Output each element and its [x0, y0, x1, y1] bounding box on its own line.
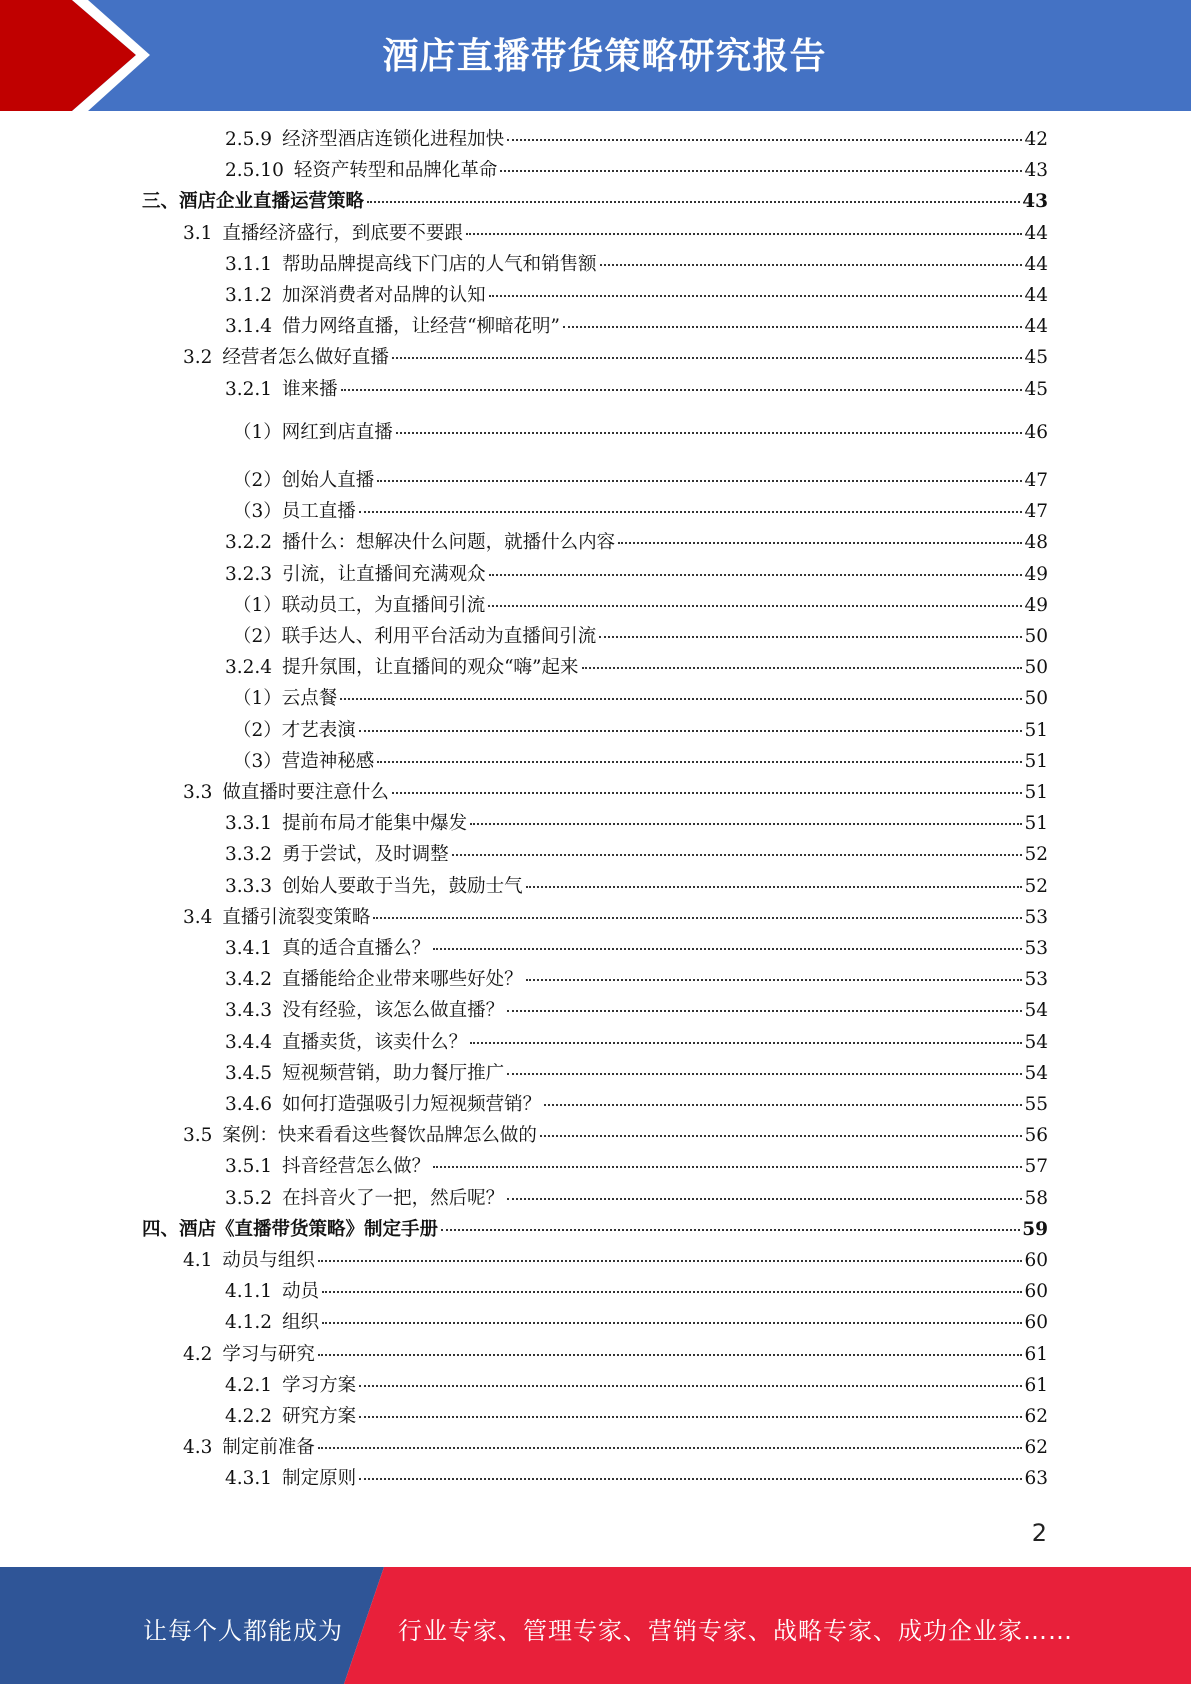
report-title: 酒店直播带货策略研究报告	[382, 36, 827, 77]
toc-dot-leader	[359, 1416, 1022, 1418]
toc-entry-page: 45	[1024, 347, 1048, 369]
toc-entry-number: 3.1	[183, 222, 213, 244]
footer-slogan-right: 行业专家、管理专家、营销专家、战略专家、成功企业家……	[398, 1617, 1073, 1645]
toc-entry-title: 做直播时要注意什么	[222, 782, 389, 803]
toc-entry[interactable]	[233, 418, 1048, 449]
toc-entry[interactable]	[225, 934, 1048, 965]
toc-entry-number: 4.1	[183, 1250, 213, 1271]
toc-dot-leader	[507, 1073, 1022, 1075]
toc-dot-leader	[599, 636, 1022, 638]
toc-entry-page: 44	[1024, 222, 1048, 244]
toc-dot-leader	[322, 1322, 1022, 1324]
toc-entry[interactable]	[225, 1308, 1048, 1339]
toc-dot-leader	[507, 139, 1022, 141]
toc-dot-leader	[540, 1135, 1023, 1137]
toc-dot-leader	[507, 1198, 1022, 1200]
toc-entry-page: 59	[1022, 1218, 1048, 1240]
toc-entry[interactable]	[225, 312, 1048, 343]
toc-dot-leader	[340, 698, 1022, 700]
toc-entry-page: 42	[1024, 129, 1048, 150]
toc-entry[interactable]	[225, 1371, 1048, 1402]
toc-entry-number: 3.2.3	[225, 563, 273, 585]
toc-entry[interactable]	[225, 560, 1048, 591]
toc-entry-number: 2.5.9	[225, 129, 273, 150]
toc-entry[interactable]	[233, 466, 1048, 497]
page-number: 2	[1031, 1519, 1047, 1547]
toc-entry-number: 3.1.4	[225, 316, 273, 338]
toc-entry-page: 54	[1024, 1000, 1048, 1022]
toc-entry-title: 播什么：想解决什么问题，就播什么内容	[282, 532, 616, 554]
toc-entry-page: 44	[1024, 285, 1048, 306]
toc-entry-title: 三、酒店企业直播运营策略	[142, 191, 365, 213]
toc-entry-title: 直播引流裂变策略	[222, 906, 371, 928]
toc-entry-page: 47	[1024, 470, 1048, 491]
toc-dot-leader	[318, 1447, 1023, 1449]
toc-entry-page: 58	[1024, 1187, 1048, 1209]
toc-dot-leader	[618, 542, 1022, 544]
toc-dot-leader	[563, 326, 1022, 328]
toc-entry-number: 3.3.3	[225, 875, 273, 897]
toc-entry-number: 4.2	[183, 1343, 213, 1365]
toc-entry-title: 真的适合直播么？	[282, 938, 431, 959]
toc-entry-title: 勇于尝试，及时调整	[282, 844, 449, 866]
toc-dot-leader	[582, 667, 1023, 669]
toc-entry-page: 61	[1024, 1374, 1048, 1396]
toc-entry-page: 57	[1024, 1156, 1048, 1178]
toc-dot-leader	[466, 233, 1023, 235]
toc-entry-page: 43	[1024, 160, 1048, 182]
toc-dot-leader	[396, 432, 1023, 434]
toc-entry[interactable]	[225, 1464, 1048, 1495]
toc-entry-page: 46	[1024, 421, 1048, 443]
toc-entry-title: 研究方案	[282, 1406, 357, 1427]
toc-entry-number: 4.2.1	[225, 1374, 273, 1396]
toc-entry-page: 62	[1024, 1437, 1048, 1459]
toc-entry[interactable]	[183, 1433, 1048, 1464]
toc-entry-number: 3.3.2	[225, 844, 273, 866]
footer-slogan-left: 让每个人都能成为	[143, 1617, 343, 1645]
toc-entry-page: 44	[1024, 253, 1048, 275]
toc-dot-leader	[377, 761, 1022, 763]
toc-entry-page: 53	[1024, 969, 1048, 991]
toc-entry-title: （1）联动员工，为直播间引流	[233, 594, 486, 616]
toc-entry-page: 50	[1024, 688, 1048, 710]
page-footer	[0, 1567, 1191, 1684]
toc-entry-page: 54	[1024, 1031, 1048, 1053]
toc-entry-page: 52	[1024, 844, 1048, 866]
toc-dot-leader	[359, 511, 1023, 513]
page-header	[0, 0, 1191, 111]
toc-entry[interactable]	[183, 903, 1048, 934]
toc-entry[interactable]	[225, 1152, 1048, 1183]
toc-entry-title: 帮助品牌提高线下门店的人气和销售额	[282, 253, 597, 275]
toc-entry-number: 3.3	[183, 782, 213, 803]
toc-entry-title: （2）创始人直播	[233, 470, 375, 491]
toc-dot-leader	[489, 574, 1023, 576]
toc-entry[interactable]	[225, 281, 1048, 312]
toc-dot-leader	[359, 1385, 1022, 1387]
toc-entry-number: 3.2.4	[225, 657, 273, 679]
toc-entry-page: 45	[1024, 378, 1048, 400]
toc-dot-leader	[392, 792, 1023, 794]
toc-dot-leader	[433, 948, 1022, 950]
toc-entry-title: 经济型酒店连锁化进程加快	[282, 129, 505, 150]
toc-entry-page: 50	[1024, 626, 1048, 647]
toc-dot-leader	[470, 1042, 1022, 1044]
toc-entry-title: 案例：快来看看这些餐饮品牌怎么做的	[222, 1125, 537, 1147]
toc-dot-leader	[489, 295, 1023, 297]
toc-entry-page: 51	[1024, 719, 1048, 741]
toc-entry-page: 51	[1024, 750, 1048, 772]
toc-entry-number: 3.1.2	[225, 285, 273, 306]
toc-entry[interactable]	[225, 840, 1048, 871]
toc-entry-title: 借力网络直播，让经营“柳暗花明”	[282, 316, 560, 338]
toc-entry-number: 3.5	[183, 1125, 213, 1147]
toc-entry[interactable]	[183, 219, 1048, 250]
toc-entry-number: 3.2.1	[225, 378, 273, 400]
toc-entry[interactable]	[225, 996, 1048, 1027]
toc-entry-title: 加深消费者对品牌的认知	[282, 285, 486, 306]
toc-entry-number: 3.4.4	[225, 1031, 273, 1053]
toc-entry[interactable]	[225, 375, 1048, 406]
toc-dot-leader	[322, 1291, 1022, 1293]
toc-dot-leader	[488, 605, 1022, 607]
toc-entry[interactable]	[233, 716, 1048, 747]
toc-entry-number: 4.3.1	[225, 1468, 273, 1490]
toc-entry-title: （3）员工直播	[233, 501, 356, 523]
toc-dot-leader	[359, 730, 1023, 732]
toc-entry[interactable]	[225, 1402, 1048, 1433]
toc-entry[interactable]	[142, 1215, 1048, 1246]
toc-entry-number: 3.2	[183, 347, 213, 369]
toc-entry-title: 学习与研究	[222, 1343, 315, 1365]
toc-entry[interactable]	[183, 1246, 1048, 1277]
toc-entry[interactable]	[233, 684, 1048, 715]
toc-entry-title: 动员与组织	[222, 1250, 315, 1271]
toc-entry-page: 55	[1024, 1094, 1048, 1115]
toc-entry-number: 3.4.5	[225, 1062, 273, 1084]
toc-entry-title: 短视频营销，助力餐厅推广	[282, 1062, 505, 1084]
toc-entry-title: 在抖音火了一把，然后呢？	[282, 1187, 505, 1209]
toc-entry-title: 直播经济盛行，到底要不要跟	[222, 222, 463, 244]
toc-entry-title: 提升氛围，让直播间的观众“嗨”起来	[282, 657, 579, 679]
toc-dot-leader	[441, 1229, 1020, 1231]
toc-entry-title: 直播能给企业带来哪些好处？	[282, 969, 523, 991]
toc-entry[interactable]	[183, 343, 1048, 374]
toc-entry-number: 3.4.2	[225, 969, 273, 991]
toc-entry-number: 3.2.2	[225, 532, 273, 554]
toc-entry-number: 3.4.6	[225, 1094, 273, 1115]
toc-entry[interactable]	[142, 187, 1048, 218]
toc-entry-number: 3.4	[183, 906, 213, 928]
toc-entry[interactable]	[233, 622, 1048, 653]
toc-entry-page: 50	[1024, 657, 1048, 679]
toc-entry-number: 3.4.1	[225, 938, 273, 959]
toc-entry-title: （1）网红到店直播	[233, 421, 393, 443]
toc-entry-number: 4.1.1	[225, 1281, 273, 1303]
toc-dot-leader	[470, 823, 1022, 825]
toc-entry[interactable]	[225, 528, 1048, 559]
toc-entry-page: 60	[1024, 1281, 1048, 1303]
toc-entry-page: 52	[1024, 875, 1048, 897]
toc-entry-title: 组织	[282, 1312, 320, 1334]
toc-entry-title: 如何打造强吸引力短视频营销？	[282, 1094, 542, 1115]
toc-dot-leader	[526, 886, 1023, 888]
toc-dot-leader	[318, 1354, 1023, 1356]
toc-entry-title: 没有经验，该怎么做直播？	[282, 1000, 505, 1022]
toc-entry-title: 经营者怎么做好直播	[222, 347, 389, 369]
toc-entry[interactable]	[225, 809, 1048, 840]
toc-dot-leader	[433, 1166, 1022, 1168]
toc-entry-page: 53	[1024, 938, 1048, 959]
toc-entry[interactable]	[183, 1121, 1048, 1152]
toc-entry[interactable]	[225, 1028, 1048, 1059]
toc-dot-leader	[377, 480, 1022, 482]
toc-entry-number: 3.4.3	[225, 1000, 273, 1022]
toc-entry-number: 2.5.10	[225, 160, 284, 182]
toc-entry[interactable]	[225, 156, 1048, 187]
toc-entry[interactable]	[225, 1059, 1048, 1090]
toc-entry-number: 3.5.2	[225, 1187, 273, 1209]
toc-entry[interactable]	[225, 1090, 1048, 1121]
toc-entry-title: 引流，让直播间充满观众	[282, 563, 486, 585]
toc-entry[interactable]	[225, 965, 1048, 996]
toc-dot-leader	[544, 1104, 1022, 1106]
toc-dot-leader	[392, 357, 1023, 359]
toc-entry-title: 谁来播	[282, 378, 338, 400]
toc-entry-title: 四、酒店《直播带货策略》制定手册	[142, 1218, 439, 1240]
toc-entry-page: 62	[1024, 1406, 1048, 1427]
toc-entry-page: 51	[1024, 813, 1048, 835]
toc-dot-leader	[341, 389, 1023, 391]
toc-entry[interactable]	[225, 1184, 1048, 1215]
toc-entry[interactable]	[225, 125, 1048, 156]
toc-entry-title: 学习方案	[282, 1374, 357, 1396]
toc-entry-title: （2）才艺表演	[233, 719, 356, 741]
toc-entry-number: 3.5.1	[225, 1156, 273, 1178]
toc-entry-title: 提前布局才能集中爆发	[282, 813, 468, 835]
toc-entry-page: 61	[1024, 1343, 1048, 1365]
toc-entry[interactable]	[233, 591, 1048, 622]
toc-entry-page: 56	[1024, 1125, 1048, 1147]
toc-entry[interactable]	[183, 1340, 1048, 1371]
toc-entry[interactable]	[183, 778, 1048, 809]
toc-entry-title: 抖音经营怎么做？	[282, 1156, 431, 1178]
toc-entry-title: （1）云点餐	[233, 688, 338, 710]
toc-entry-number: 3.3.1	[225, 813, 273, 835]
toc-entry-page: 51	[1024, 782, 1048, 803]
toc-entry-page: 49	[1024, 594, 1048, 616]
toc-entry-number: 4.2.2	[225, 1406, 273, 1427]
toc-entry-title: 动员	[282, 1281, 320, 1303]
toc-entry-title: 轻资产转型和品牌化革命	[293, 160, 498, 182]
toc-dot-leader	[318, 1260, 1023, 1262]
toc-entry-number: 4.3	[183, 1437, 213, 1459]
toc-entry[interactable]	[225, 653, 1048, 684]
toc-entry-title: 直播卖货，该卖什么？	[282, 1031, 468, 1053]
toc-entry[interactable]	[233, 747, 1048, 778]
toc-entry-page: 60	[1024, 1250, 1048, 1271]
toc-entry-page: 53	[1024, 906, 1048, 928]
toc-entry[interactable]	[225, 1277, 1048, 1308]
toc-entry-title: 制定前准备	[222, 1437, 315, 1459]
toc-dot-leader	[373, 917, 1022, 919]
toc-entry[interactable]	[225, 872, 1048, 903]
toc-entry-page: 49	[1024, 563, 1048, 585]
toc-entry-title: （2）联手达人、利用平台活动为直播间引流	[233, 626, 597, 647]
toc-dot-leader	[367, 201, 1020, 203]
toc-entry-title: 制定原则	[282, 1468, 357, 1490]
toc-entry-title: 创始人要敢于当先，鼓励士气	[282, 875, 523, 897]
toc-dot-leader	[452, 854, 1023, 856]
toc-entry-number: 4.1.2	[225, 1312, 273, 1334]
toc-entry-page: 43	[1022, 191, 1048, 213]
toc-dot-leader	[600, 264, 1023, 266]
toc-dot-leader	[526, 979, 1023, 981]
toc-dot-leader	[500, 170, 1022, 172]
toc-entry-page: 60	[1024, 1312, 1048, 1334]
toc-entry-page: 48	[1024, 532, 1048, 554]
toc-entry-page: 63	[1024, 1468, 1048, 1490]
toc-dot-leader	[359, 1478, 1022, 1480]
toc-entry[interactable]	[233, 497, 1048, 528]
toc-entry-page: 54	[1024, 1062, 1048, 1084]
toc-entry-page: 44	[1024, 316, 1048, 338]
toc-entry-page: 47	[1024, 501, 1048, 523]
toc-dot-leader	[507, 1010, 1022, 1012]
toc-entry[interactable]	[225, 250, 1048, 281]
toc-entry-number: 3.1.1	[225, 253, 273, 275]
toc-entry-title: （3）营造神秘感	[233, 750, 375, 772]
